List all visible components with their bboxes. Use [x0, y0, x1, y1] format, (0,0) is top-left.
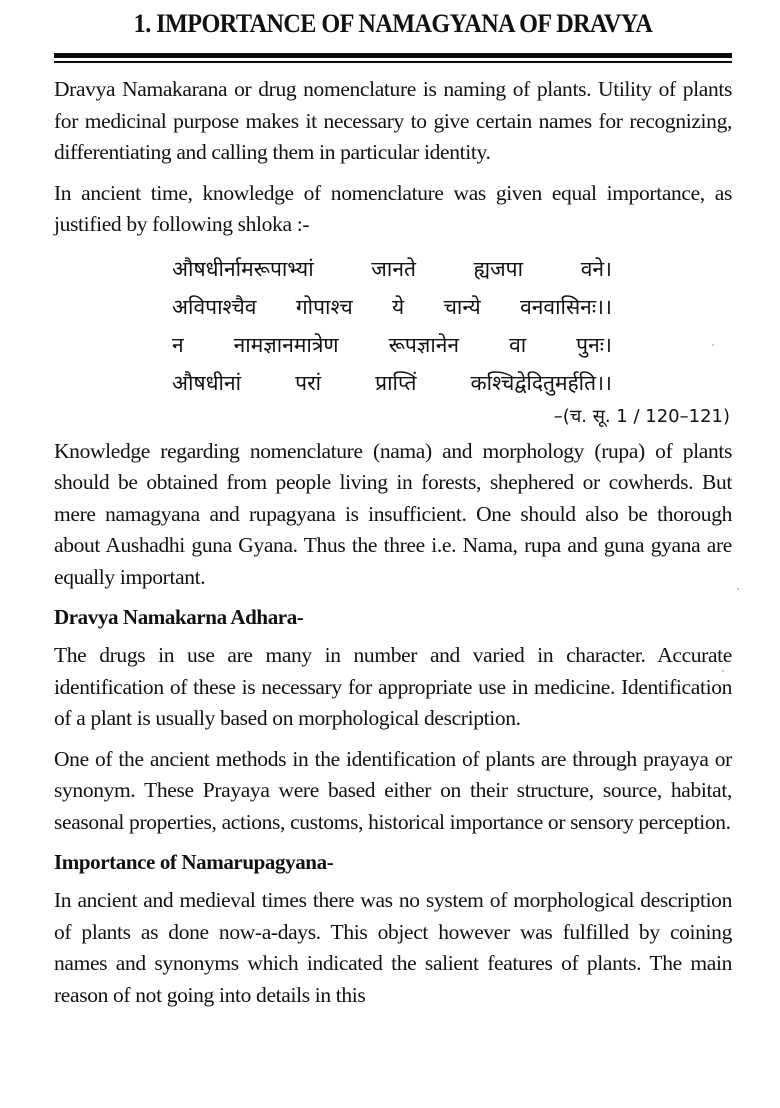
shloka-word: पुनः। — [576, 332, 612, 357]
shloka-line — [172, 250, 612, 288]
shloka-line — [172, 288, 612, 326]
shloka-word: नामज्ञानमात्रेण — [233, 332, 339, 357]
shloka-word: परां — [295, 370, 322, 395]
shloka-word: वनवासिनः।। — [520, 294, 612, 319]
shloka-word: ह्यजपा — [473, 256, 524, 281]
shloka-word: वा — [509, 332, 527, 357]
section-heading-namakarna-adhara: Dravya Namakarna Adhara- — [54, 605, 304, 629]
section-heading-namarupagyana: Importance of Namarupagyana- — [54, 850, 334, 874]
body-content — [54, 74, 732, 1020]
shloka-line — [172, 326, 612, 364]
shloka-reference: –(च. सू. 1 / 120–121) — [553, 405, 730, 427]
page-title: 1. IMPORTANCE OF NAMAGYANA OF DRAVYA — [133, 9, 653, 38]
section-1-paragraph-1: The drugs in use are many in number and varied in character. Accurate identification of these is necessary for appropriate use in medicine. Identification of a plant is usually based on morphological description. — [54, 643, 732, 730]
shloka-word: ये — [392, 294, 405, 319]
shloka-word: न — [172, 332, 184, 357]
title-rule-thin — [54, 61, 732, 63]
scan-speck — [722, 670, 724, 672]
shloka-word: जानते — [371, 256, 416, 281]
scan-speck — [737, 588, 739, 590]
document-page — [54, 0, 732, 1007]
section-1-paragraph-2: One of the ancient methods in the identification of plants are through prayaya or synonym. These Prayaya were based either on their structure, source, habitat, seasonal properties, actions, customs, historical importance or sensory perception. — [54, 746, 732, 834]
shloka-word: अविपाश्चैव — [172, 294, 257, 319]
paragraph-after-shloka: Knowledge regarding nomenclature (nama) and morphology (rupa) of plants should be obtained from people living in forests, shephered or cowherds. But mere namagyana and rupagyana is insufficient. One should also be thorough about Aushadhi guna Gyana. Thus the three i.e. Nama, rupa and guna gyana are equally important. — [54, 438, 732, 589]
shloka-word: गोपाश्च — [295, 294, 353, 319]
shloka-word: प्राप्तिं — [375, 370, 417, 395]
shloka-word: रूपज्ञानेन — [388, 332, 460, 357]
shloka-line — [172, 364, 612, 402]
shloka-word: कश्चिद्वेदितुमर्हति।। — [470, 370, 612, 395]
scan-speck — [712, 344, 714, 346]
paragraph-intro-2: In ancient time, knowledge of nomenclature was given equal importance, as justified by following shloka :- — [54, 180, 732, 236]
shloka-word: चान्ये — [443, 294, 481, 319]
shloka-word: औषधीर्नामरूपाभ्यां — [172, 256, 314, 281]
shloka-word: वने। — [580, 256, 612, 281]
section-2-paragraph-1: In ancient and medieval times there was no system of morphological description of plants as done now-a-days. This object however was fulfilled by coining names and synonyms which indicated the salient features of plants. The main reason of not going into details in this — [54, 888, 732, 1007]
sanskrit-shloka — [54, 250, 612, 402]
paragraph-intro-1: Dravya Namakarana or drug nomenclature is naming of plants. Utility of plants for medicinal purpose makes it necessary to give certain names for recognizing, differentiating and calling them in particular identity. — [54, 77, 732, 164]
shloka-word: औषधीनां — [172, 370, 242, 395]
title-rule-thick — [54, 53, 732, 58]
